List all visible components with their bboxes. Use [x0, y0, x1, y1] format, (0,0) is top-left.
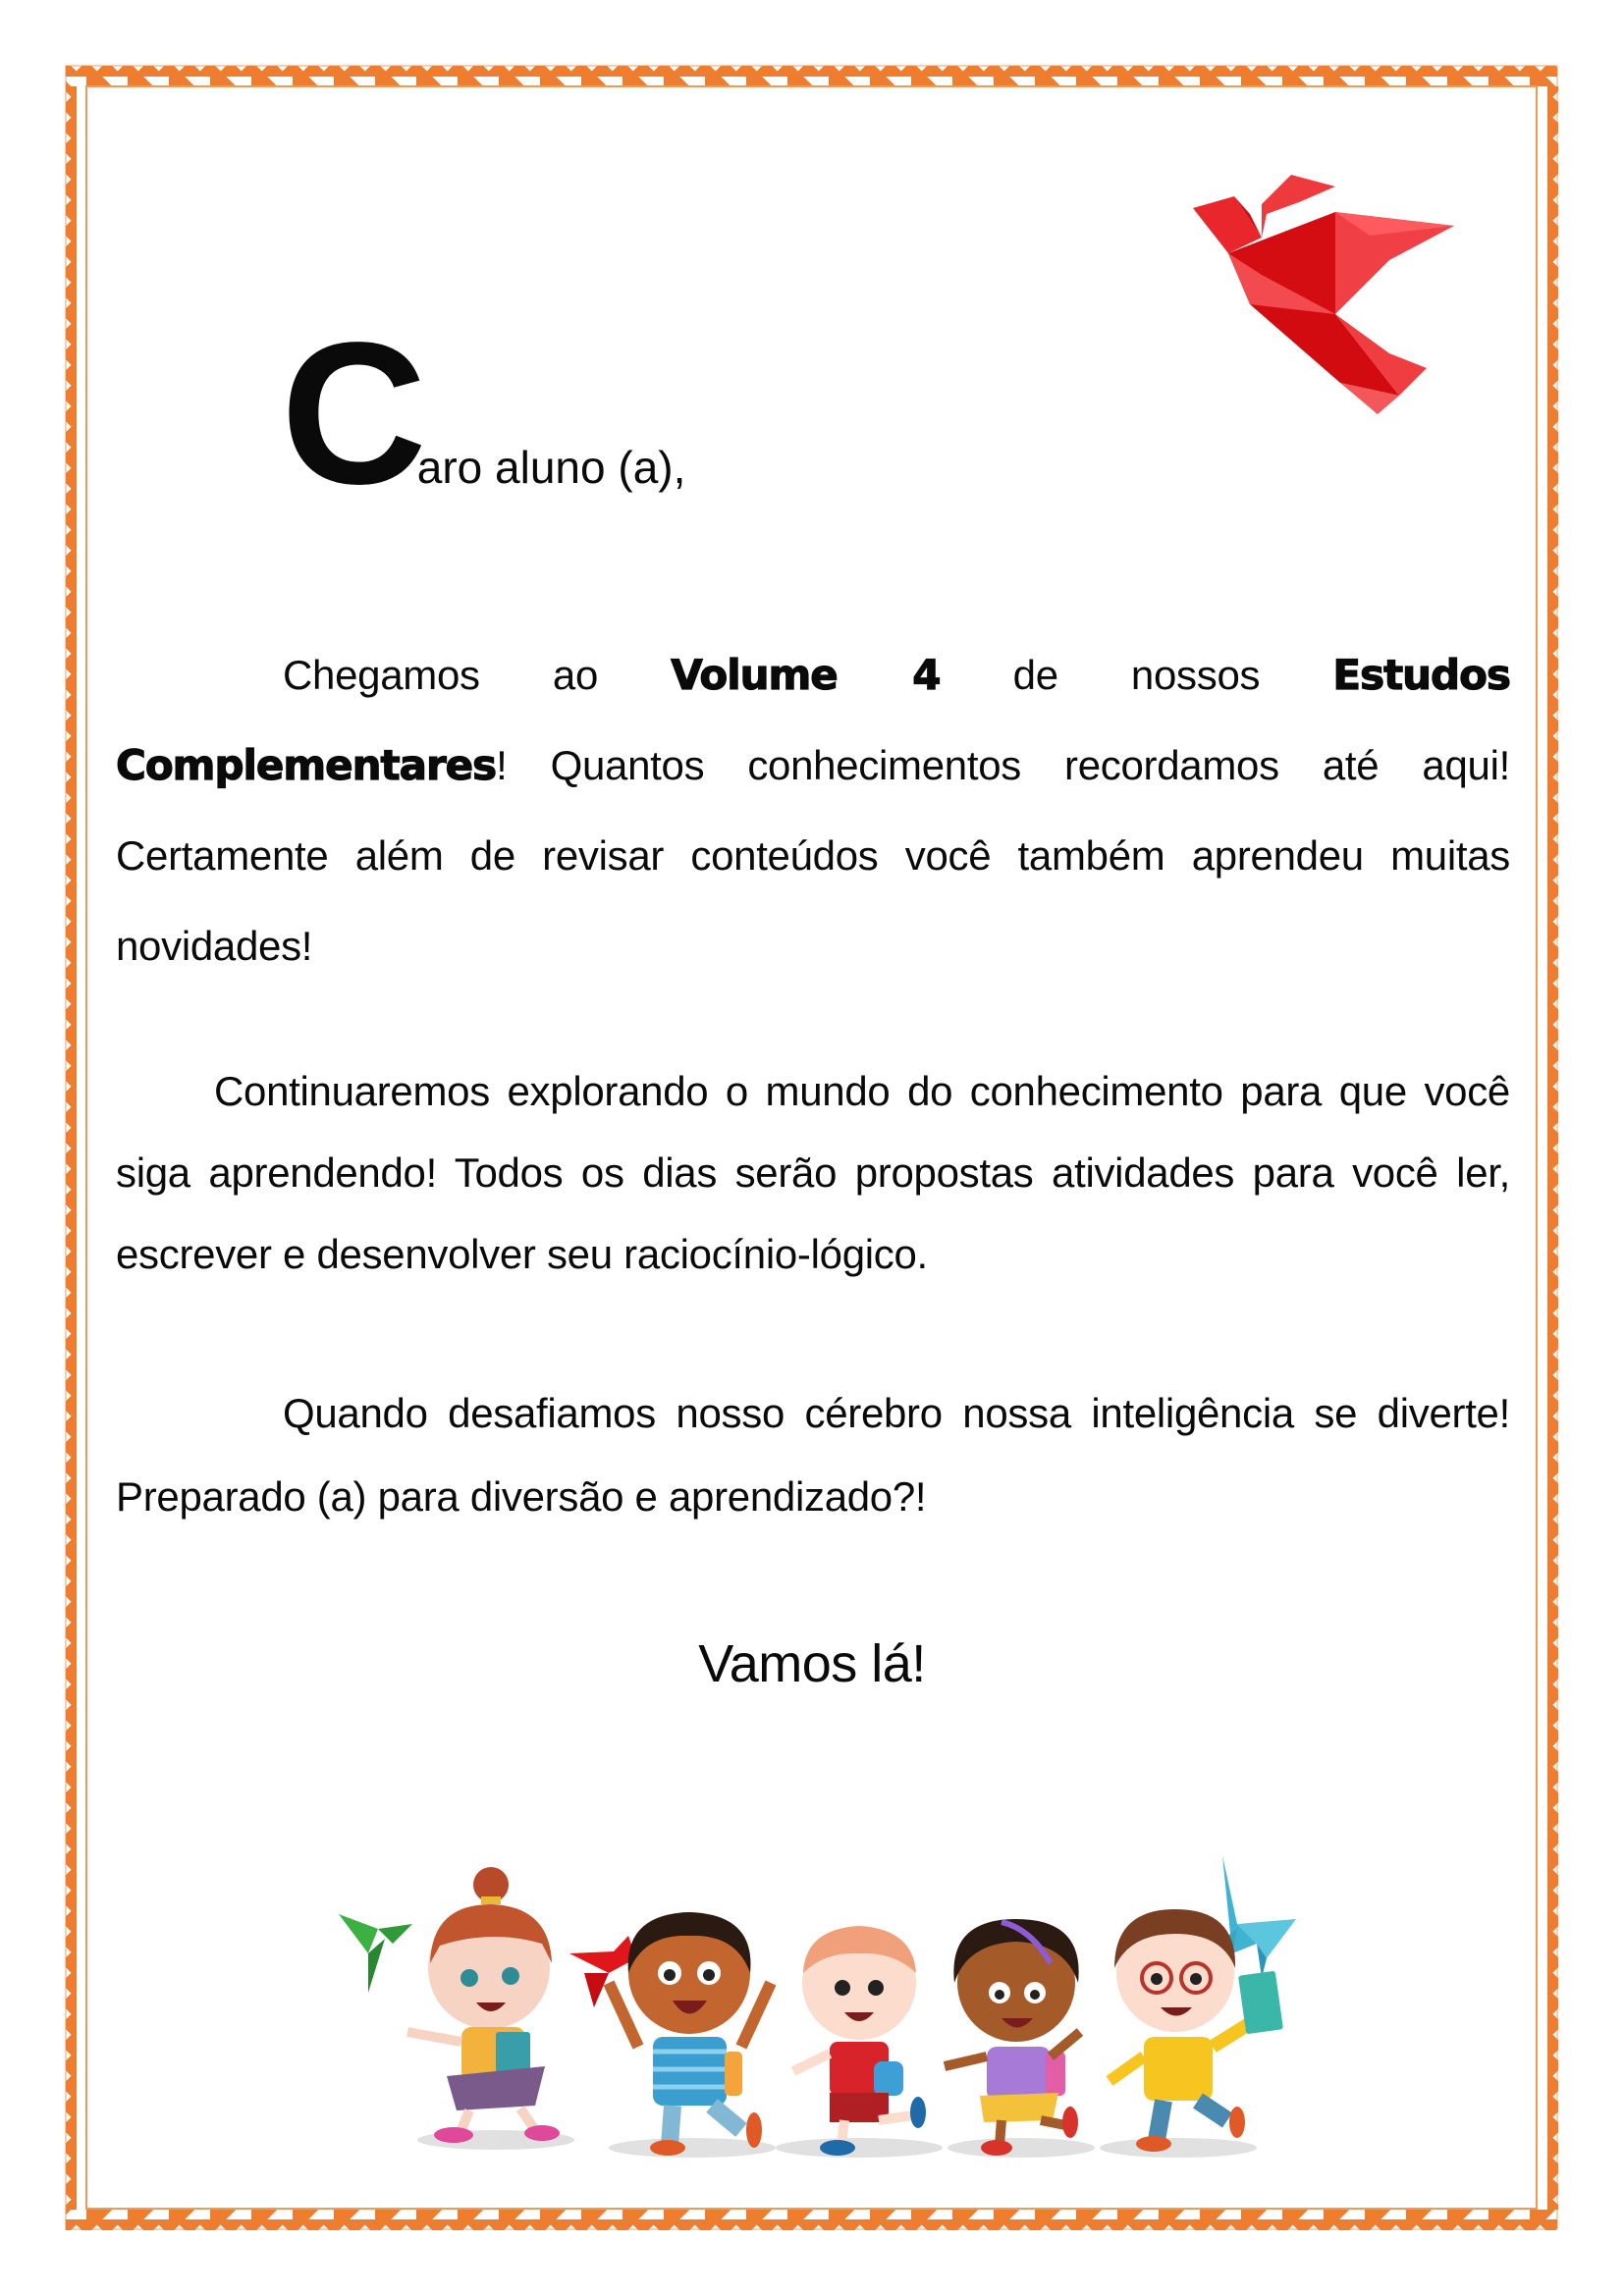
text-run: Continuaremos explorando o mundo do conhecimento para que você siga aprendendo! Todos os dias serão propostas atividades para você ler, escrever e desenvolver seu raciocínio-lógico.	[116, 1068, 1510, 1277]
child-girl-red-hair	[407, 1867, 560, 2143]
drop-cap: C	[281, 300, 421, 526]
volume-emphasis: Volume 4	[671, 651, 941, 699]
zigzag-border-top	[66, 66, 1557, 86]
text-run: ! Quantos conhecimentos recordamos até aqui! Certamente além de revisar conteúdos você também aprendeu muitas novidades!	[116, 742, 1510, 969]
paragraph-intro	[116, 630, 1510, 991]
zigzag-border-bottom	[66, 2210, 1557, 2230]
greeting	[281, 300, 686, 526]
greeting-text: aro aluno (a),	[416, 442, 686, 493]
zigzag-border-right	[1538, 86, 1558, 2210]
children-illustration	[324, 1836, 1306, 2169]
paragraph-continuation	[116, 1050, 1510, 1295]
small-red-origami-bird-icon	[569, 1936, 636, 2007]
text-run: de nossos	[940, 652, 1333, 698]
child-boy-curly-hair	[609, 1912, 771, 2156]
red-origami-bird-icon	[1193, 167, 1454, 414]
estudos-complementares-emphasis: Estudos Complementares	[116, 651, 1510, 789]
child-boy-light-hair	[793, 1926, 926, 2156]
text-run: Chegamos ao	[283, 652, 672, 698]
paragraph-challenge	[116, 1371, 1510, 1538]
closing-line: Vamos lá!	[698, 1634, 926, 1693]
child-girl-curly-hair	[945, 1919, 1080, 2156]
zigzag-border-left	[66, 86, 86, 2210]
green-origami-bird-icon	[339, 1914, 412, 1993]
text-run: Quando desafiamos nosso cérebro nossa inteligência se diverte! Preparado (a) para diversão e aprendizado?!	[116, 1390, 1510, 1520]
